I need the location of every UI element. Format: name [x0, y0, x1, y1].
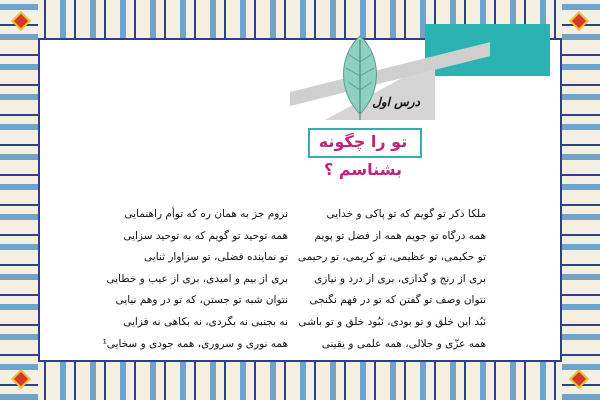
poem-line: همه درگاه تو جویم همه از فضل تو پویم: [314, 229, 486, 242]
poem-line: نه بجنبی نه بگردی، نه بکاهی نه فزایی: [123, 315, 288, 328]
poem-line: نتوان شبه تو جستن، که تو در وهم نیایی: [115, 294, 288, 307]
poem-line: همه عزّی و جلالی، همه علمی و یقینی: [321, 337, 486, 350]
poem-line: تو نماینده فضلی، تو سزاوار ثنایی: [144, 251, 288, 264]
poem-right-column: [297, 204, 486, 355]
poem-line: ملکا ذکر تو گویم که تو پاکی و خدایی: [326, 208, 486, 220]
ornamental-border-right: [562, 0, 600, 400]
poem-left-column: [102, 204, 288, 355]
ornamental-border-left: [0, 0, 38, 400]
poem-line: نَبُد این خلق و تو بودی، نَبُود خلق و تو باشی: [298, 315, 486, 328]
poem-line: تو حکیمی، تو عظیمی، تو کریمی، تو رحیمی: [297, 251, 486, 264]
poem-line: نتوان وصف تو گفتن که تو در فهم نگنجی: [309, 294, 486, 307]
lesson-label: درس اول: [372, 95, 420, 109]
poem-line: بری از بیم و امیدی، بری از عیب و خطایی: [106, 272, 288, 285]
poem-line: نروم جز به همان ره که توأم راهنمایی: [124, 208, 288, 220]
poem-line: همه توحید تو گویم که به توحید سزایی: [123, 229, 288, 242]
ornamental-border-bottom: [0, 362, 600, 400]
page-title: تو را چگونه بشناسم ؟: [318, 132, 408, 179]
poem-line: بری از رنج و گدازی، بری از درد و نیازی: [314, 272, 486, 285]
poem-line: همه نوری و سروری، همه جودی و سخایی¹: [102, 337, 288, 350]
